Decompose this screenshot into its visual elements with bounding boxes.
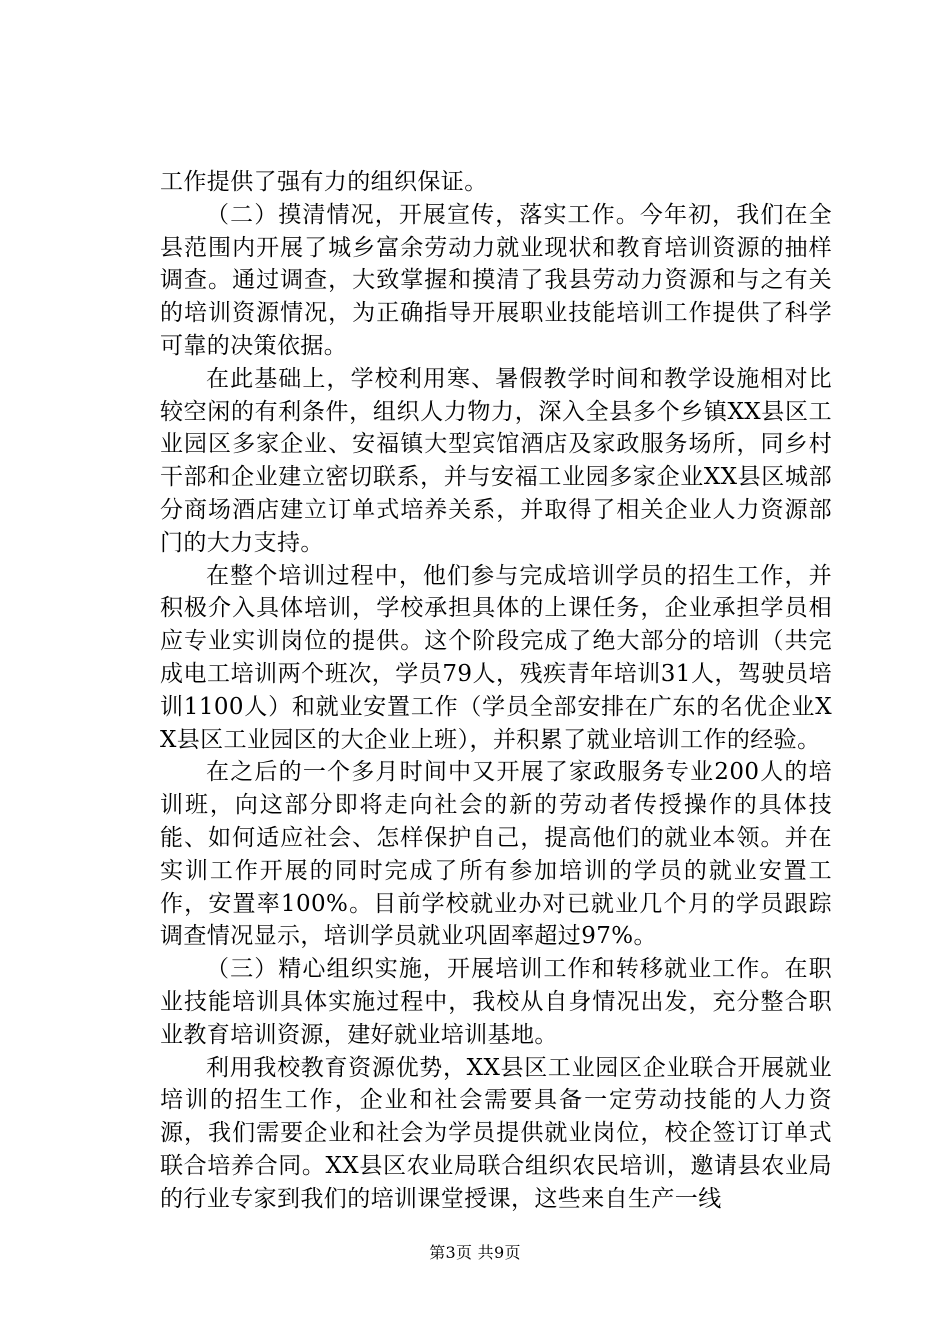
paragraph-housekeeping-training: 在之后的一个多月时间中又开展了家政服务专业200人的培训班，向这部分即将走向社会的新的劳动者传授操作的具体技能、如何适应社会、怎样保护自己，提高他们的就业本领。并在实训工作开展的同时完成了所有参加培训的学员的就业安置工作，安置率100%。目前学校就业办对已就业几个月的学员跟踪调查情况显示，培训学员就业巩固率超过97%。 [160,759,832,950]
paragraph-training-process: 在整个培训过程中，他们参与完成培训学员的招生工作，并积极介入具体培训，学校承担具体的上课任务，企业承担学员相应专业实训岗位的提供。这个阶段完成了绝大部分的培训（共完成电工培训两个班次，学员79人，残疾青年培训31人，驾驶员培训1100人）和就业安置工作（学员全部安排在广东的名优企业XX县区工业园区的大企业上班），并积累了就业培训工作的经验。 [160,562,832,753]
paragraph-section-three: （三）精心组织实施，开展培训工作和转移就业工作。在职业技能培训具体实施过程中，我校从自身情况出发，充分整合职业教育培训资源，建好就业培训基地。 [160,956,832,1048]
page-number-footer: 第3页 共9页 [429,1243,521,1262]
paragraph-school-foundation: 在此基础上，学校利用寒、暑假教学时间和教学设施相对比较空闲的有利条件，组织人力物力，深入全县多个乡镇XX县区工业园区多家企业、安福镇大型宾馆酒店及家政服务场所，同乡村干部和企业建立密切联系，并与安福工业园多家企业XX县区城部分商场酒店建立订单式培养关系，并取得了相关企业人力资源部门的大力支持。 [160,365,832,556]
paragraph-continuation: 工作提供了强有力的组织保证。 [160,169,488,195]
paragraph-section-two: （二）摸清情况，开展宣传，落实工作。今年初，我们在全县范围内开展了城乡富余劳动力就业现状和教育培训资源的抽样调查。通过调查，大致掌握和摸清了我县劳动力资源和与之有关的培训资源情况，为正确指导开展职业技能培训工作提供了科学可靠的决策依据。 [160,201,832,359]
paragraph-resource-advantage: 利用我校教育资源优势，XX县区工业园区企业联合开展就业培训的招生工作，企业和社会需要具备一定劳动技能的人力资源，我们需要企业和社会为学员提供就业岗位，校企签订订单式联合培养合同。XX县区农业局联合组织农民培训，邀请县农业局的行业专家到我们的培训课堂授课，这些来自生产一线 [160,1054,832,1212]
document-body [160,166,832,1216]
